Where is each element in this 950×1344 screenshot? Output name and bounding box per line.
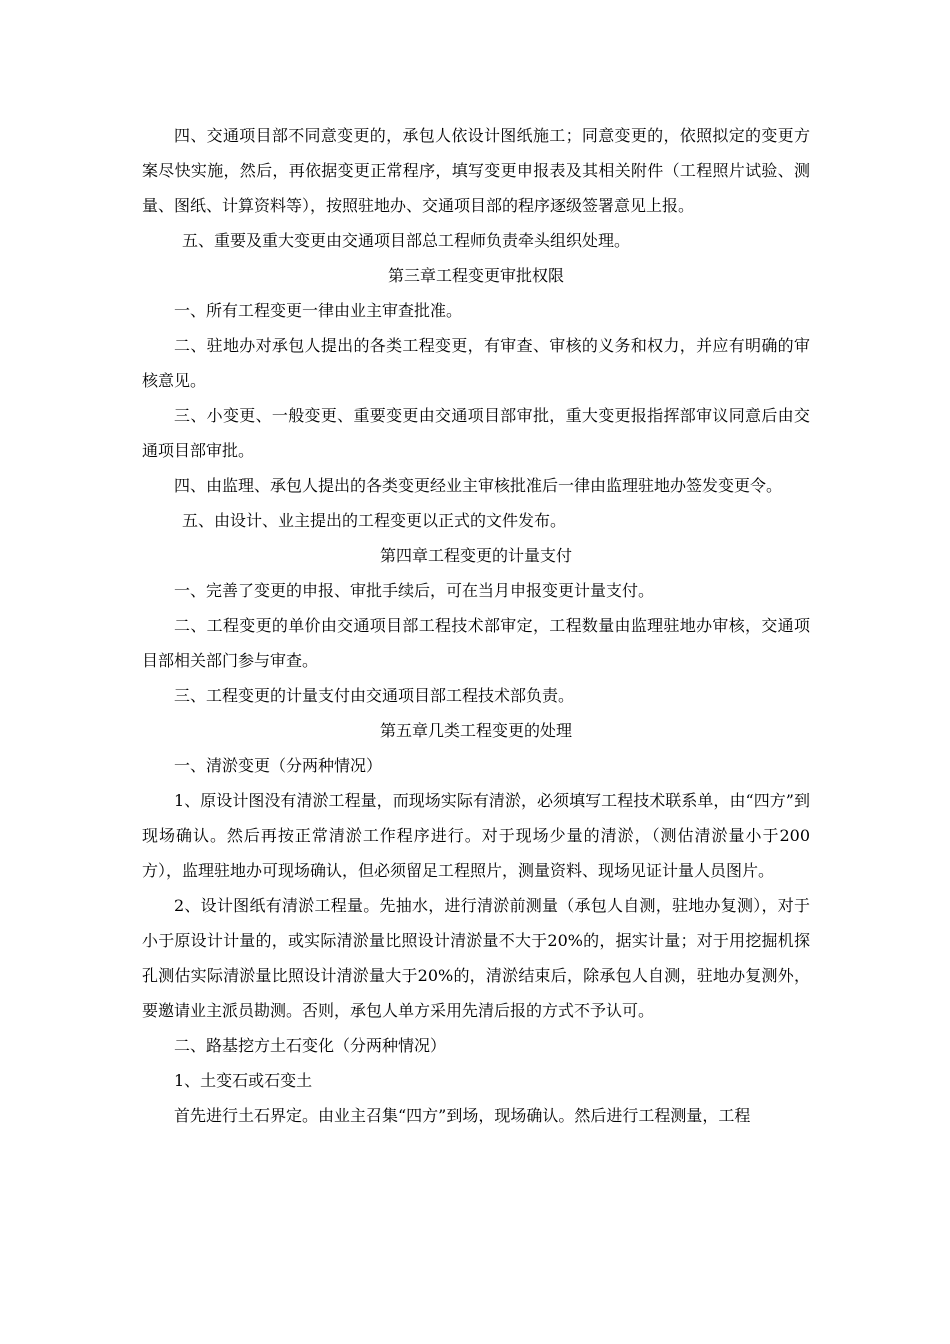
paragraph: 二、路基挖方土石变化（分两种情况） bbox=[174, 1036, 447, 1055]
paragraph: 二、工程变更的单价由交通项目部工程技术部审定，工程数量由监理驻地办审核，交通项目部相关部门参与审查。 bbox=[142, 616, 810, 670]
paragraph: 三、小变更、一般变更、重要变更由交通项目部审批，重大变更报指挥部审议同意后由交通项目部审批。 bbox=[142, 406, 810, 460]
paragraph: 1、土变石或石变土 bbox=[174, 1071, 313, 1090]
chapter-heading: 第四章工程变更的计量支付 bbox=[379, 546, 572, 565]
paragraph: 首先进行土石界定。由业主召集“四方”到场，现场确认。然后进行工程测量，工程 bbox=[174, 1106, 751, 1125]
chapter-heading: 第五章几类工程变更的处理 bbox=[379, 721, 572, 740]
paragraph: 2、设计图纸有清淤工程量。先抽水，进行清淤前测量（承包人自测，驻地办复测），对于小于原设计计量的，或实际清淤量比照设计清淤量不大于20%的，据实计量；对于用挖掘机探孔测估实际清淤量比照设计清淤量大于20%的，清淤结束后，除承包人自测，驻地办复测外，要邀请业主派员勘测。否则，承包人单方采用先清后报的方式不予认可。 bbox=[142, 896, 810, 1020]
paragraph: 五、由设计、业主提出的工程变更以正式的文件发布。 bbox=[182, 511, 567, 530]
paragraph: 一、清淤变更（分两种情况） bbox=[174, 756, 383, 775]
paragraph: 1、原设计图没有清淤工程量，而现场实际有清淤，必须填写工程技术联系单，由“四方”到现场确认。然后再按正常清淤工作程序进行。对于现场少量的清淤，（测估清淤量小于200方），监理驻地办可现场确认，但必须留足工程照片，测量资料、现场见证计量人员图片。 bbox=[142, 791, 810, 880]
paragraph: 五、重要及重大变更由交通项目部总工程师负责牵头组织处理。 bbox=[182, 231, 631, 250]
paragraph: 一、完善了变更的申报、审批手续后，可在当月申报变更计量支付。 bbox=[174, 581, 655, 600]
paragraph: 四、由监理、承包人提出的各类变更经业主审核批准后一律由监理驻地办签发变更令。 bbox=[174, 476, 783, 495]
chapter-heading: 第三章工程变更审批权限 bbox=[387, 266, 564, 285]
paragraph: 二、驻地办对承包人提出的各类工程变更，有审查、审核的义务和权力，并应有明确的审核意见。 bbox=[142, 336, 810, 390]
paragraph: 四、交通项目部不同意变更的，承包人依设计图纸施工；同意变更的，依照拟定的变更方案尽快实施，然后，再依据变更正常程序，填写变更申报表及其相关附件（工程照片试验、测量、图纸、计算资料等），按照驻地办、交通项目部的程序逐级签署意见上报。 bbox=[142, 126, 810, 215]
paragraph: 三、工程变更的计量支付由交通项目部工程技术部负责。 bbox=[174, 686, 575, 705]
document-page bbox=[142, 118, 810, 1133]
paragraph: 一、所有工程变更一律由业主审查批准。 bbox=[174, 301, 463, 320]
